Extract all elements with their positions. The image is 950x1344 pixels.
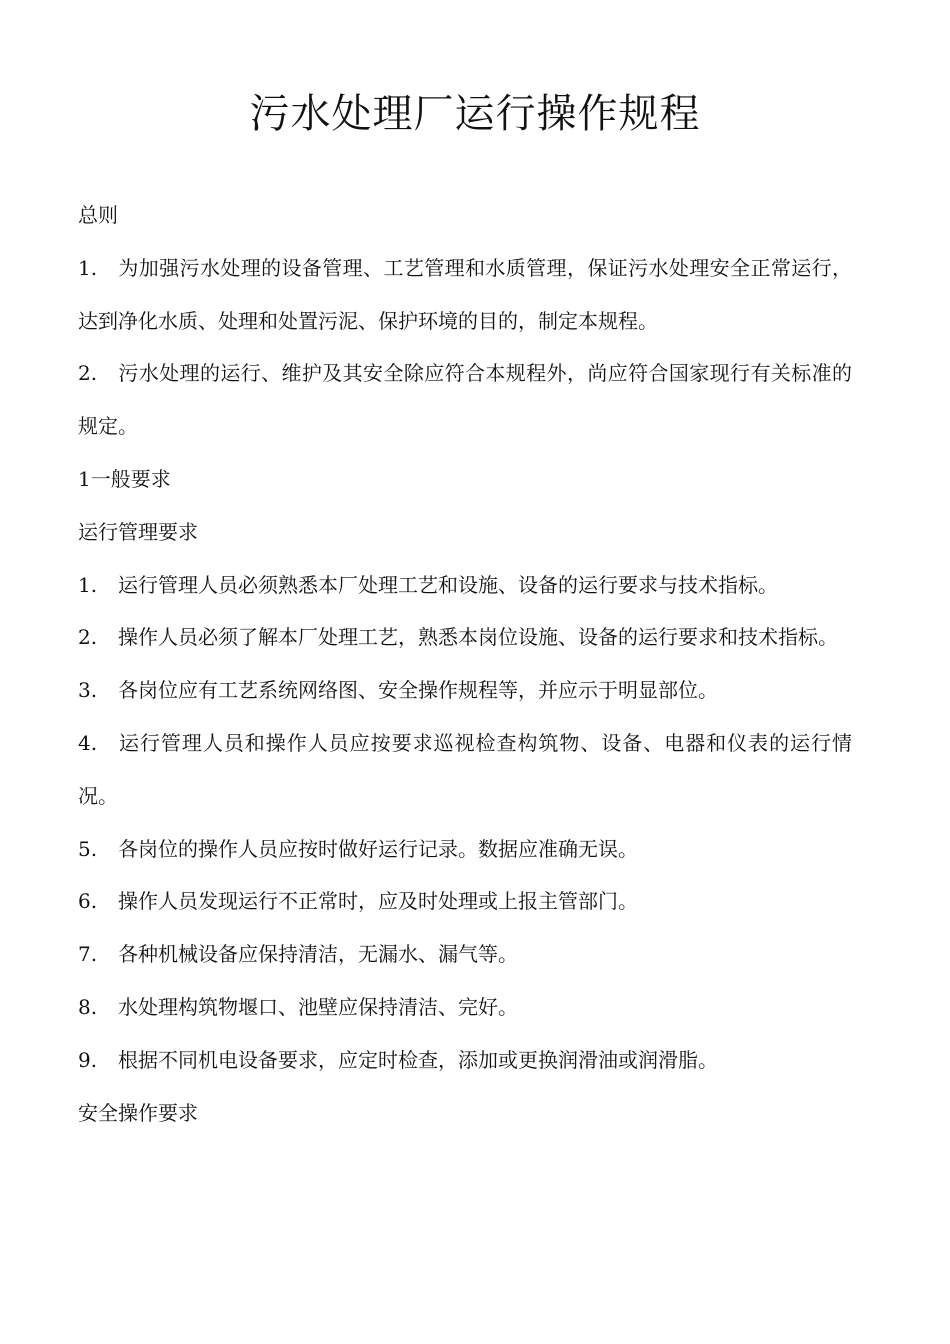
general-heading: 总则 <box>78 203 118 227</box>
section-heading: 1一般要求 <box>78 466 171 491</box>
item-number: 1. <box>78 255 98 280</box>
item-text: 各种机械设备应保持清洁，无漏水、漏气等。 <box>118 942 518 967</box>
item-number: 2. <box>78 625 98 650</box>
item-text: 根据不同机电设备要求，应定时检查，添加或更换润滑油或润滑脂。 <box>118 1047 718 1072</box>
item-text: 运行管理人员必须熟悉本厂处理工艺和设施、设备的运行要求与技术指标。 <box>118 572 778 597</box>
item-text: 运行管理人员和操作人员应按要求巡视检查构筑物、设备、电器和仪表的运行情况。 <box>78 730 852 808</box>
ops-item <box>78 823 852 876</box>
item-text: 操作人员必须了解本厂处理工艺，熟悉本岗位设施、设备的运行要求和技术指标。 <box>118 625 838 650</box>
item-text: 水处理构筑物堰口、池壁应保持清洁、完好。 <box>118 994 518 1019</box>
subsection-heading-safety: 安全操作要求 <box>78 1100 198 1125</box>
item-text: 各岗位应有工艺系统网络图、安全操作规程等，并应示于明显部位。 <box>118 678 718 703</box>
ops-item <box>78 1034 852 1087</box>
ops-item <box>78 875 852 928</box>
item-text: 操作人员发现运行不正常时，应及时处理或上报主管部门。 <box>118 889 638 914</box>
general-item <box>78 242 852 348</box>
document-body <box>78 189 852 1139</box>
item-number: 6. <box>78 889 98 914</box>
item-number: 5. <box>78 836 98 861</box>
ops-item <box>78 664 852 717</box>
item-number: 3. <box>78 678 98 703</box>
item-text: 污水处理的运行、维护及其安全除应符合本规程外，尚应符合国家现行有关标准的规定。 <box>78 361 852 439</box>
subsection-heading-ops: 运行管理要求 <box>78 519 198 544</box>
ops-item <box>78 981 852 1034</box>
ops-item <box>78 559 852 612</box>
ops-item <box>78 928 852 981</box>
general-item <box>78 347 852 453</box>
item-number: 9. <box>78 1047 98 1072</box>
ops-item <box>78 717 852 823</box>
item-number: 8. <box>78 994 98 1019</box>
item-text: 各岗位的操作人员应按时做好运行记录。数据应准确无误。 <box>118 836 638 861</box>
item-text: 为加强污水处理的设备管理、工艺管理和水质管理，保证污水处理安全正常运行，达到净化水质、处理和处置污泥、保护环境的目的，制定本规程。 <box>78 255 852 333</box>
item-number: 7. <box>78 942 98 967</box>
item-number: 1. <box>78 572 98 597</box>
item-number: 2. <box>78 361 98 386</box>
document-title: 污水处理厂运行操作规程 <box>249 91 701 137</box>
item-number: 4. <box>78 730 98 755</box>
ops-item <box>78 611 852 664</box>
